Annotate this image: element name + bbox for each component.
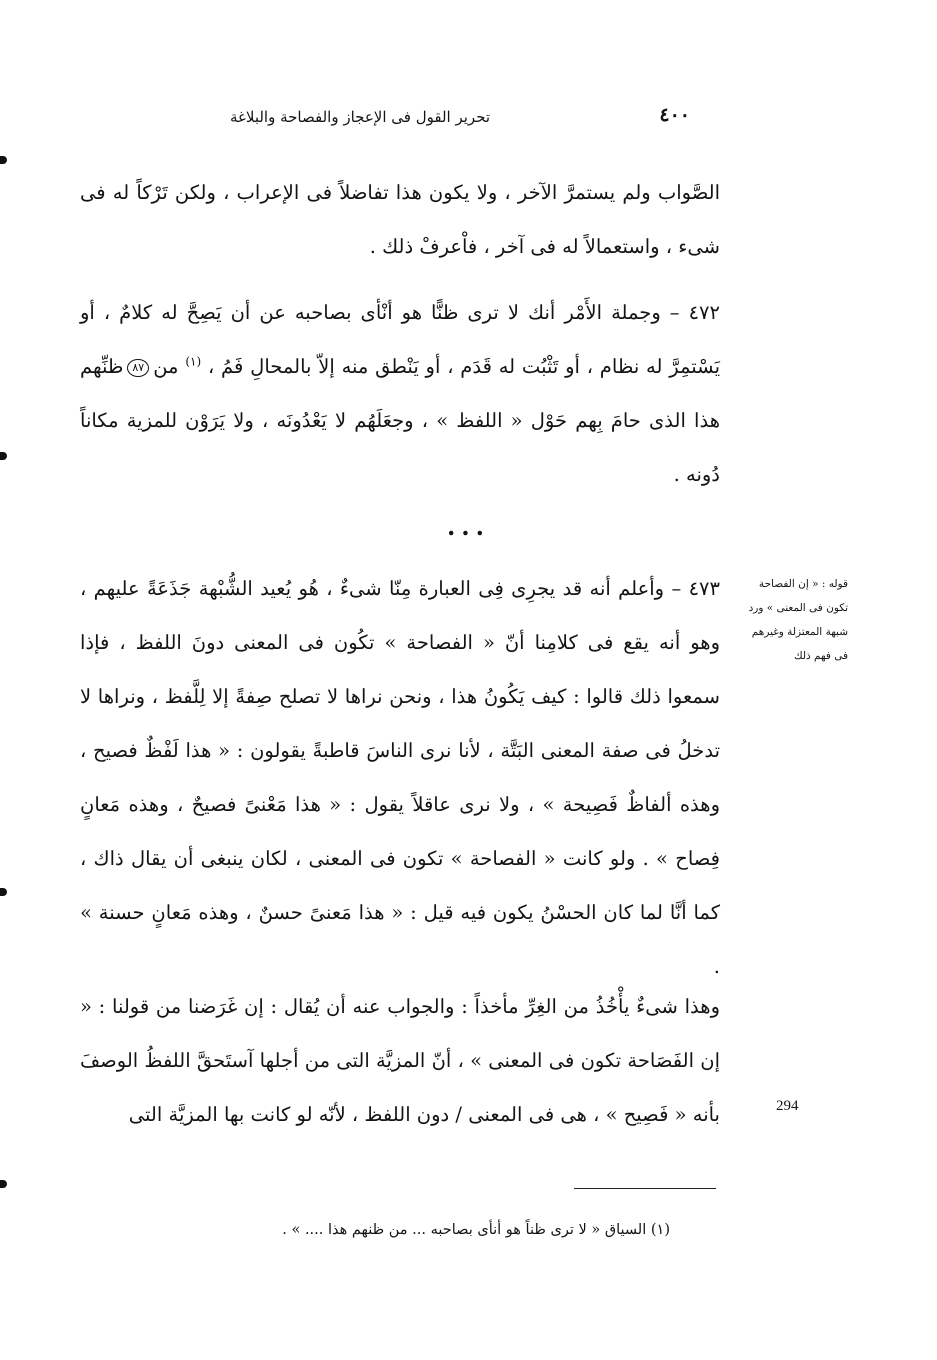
paragraph-472-text-start: ٤٧٢ – وجملة الأَمْر أنك لا ترى ظنًّا هو أنْأى بصاحبه عن أن يَصِحَّ له كلامٌ ، أو يَسْتمِرَّ له نظام ، أو تَثْبُت له قَدَم ، أو يَنْطق منه إلاّ بالمحالِ فَمُ ، <box>80 301 720 378</box>
paragraph-472-text-end: ظنِّهم هذا الذى حامَ بِهم حَوْل « اللفظ » ، وجعَلَهُم لا يَعْدُونَه ، ولا يَرَوْن للمزية مكاناً دُونه . <box>80 355 720 486</box>
paragraph-472 <box>80 286 720 502</box>
binding-mark <box>0 888 7 896</box>
footnote-divider <box>574 1188 716 1189</box>
binding-mark <box>0 156 7 164</box>
page-header <box>230 104 690 136</box>
margin-note: قوله : « إن الفصاحة تكون فى المعنى » ورد شبهة المعتزلة وغيرهم فى فهم ذلك <box>748 578 848 662</box>
margin-page-number: 294 <box>776 1098 799 1114</box>
paragraph-472-word: من <box>153 355 179 378</box>
section-separator: ... <box>446 512 491 541</box>
paragraph-continuation: الصَّواب ولم يستمرَّ الآخر ، ولا يكون هذا تفاضلاً فى الإعراب ، ولكن تَرْكاً له فى شىء ، واستعمالاً له فى آخر ، فاْعرفْ ذلك . <box>80 181 720 258</box>
page-number: ٤٠٠ <box>659 104 690 126</box>
running-title: تحرير القول فى الإعجاز والفصاحة والبلاغة <box>230 108 491 126</box>
paragraph-answer: وهذا شىءٌ يأْخُذُ من الغِرِّ مأخذاً : والجواب عنه أن يُقال : إن غَرَضنا من قولنا : « إن الفَصَاحة تكون فى المعنى » ، أنّ المزيَّة التى من أجلها آستَحقَّ اللفظُ الوصفَ بأنه « فَصِيح » ، هى فى المعنى / دون اللفظ ، لأنّه لو كانت بها المزيَّة التى <box>80 995 720 1126</box>
paragraph-473: ٤٧٣ – وأعلم أنه قد يجرِى فِى العبارة مِنّا شىءٌ ، هُو يُعيد الشُّبْهة جَذَعَةً عليهم ، وهو أنه يقع فى كلامِنا أنّ « الفصاحة » تكُون فى المعنى دونَ اللفظ ، فإذا سمعوا ذلك قالوا : كيف يَكُونُ هذا ، ونحن نراها لا تصلح صِفةً إلا لِلَّفظ ، ونراها لا تدخلُ فى صفة المعنى البَتَّة ، لأنا نرى الناسَ قاطبةً يقولون : « هذا لَفْظٌ فصيح ، وهذه ألفاظٌ فَصِيحة » ، ولا نرى عاقلاً يقول : « هذا مَعْنىً فصيحٌ ، وهذه مَعانٍ فِصاح » . ولو كانت « الفصاحة » تكون فى المعنى ، لكان ينبغى أن يقال ذاك ، كما أنَّا لما كان الحسْنُ يكون فيه قيل : « هذا مَعنىً حسنٌ ، وهذه مَعانٍ حسنة » . <box>80 577 720 978</box>
binding-mark <box>0 452 7 460</box>
footnote: (١) السياق « لا ترى ظناً هو أنأى بصاحبه ... من ظنهم هذا .... » . <box>282 1222 670 1238</box>
original-page-marker: ٨٧ <box>127 359 149 377</box>
footnote-reference: (١) <box>185 354 202 369</box>
binding-mark <box>0 1180 7 1188</box>
